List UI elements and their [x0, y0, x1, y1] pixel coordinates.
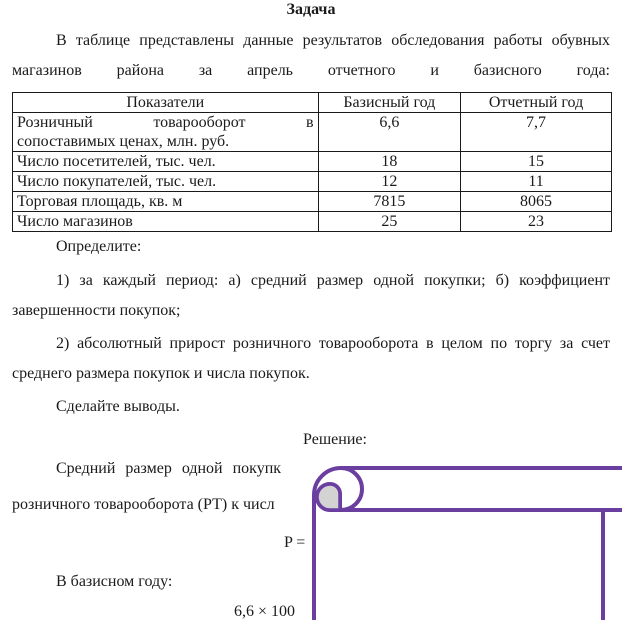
task-item-2: 2) абсолютный прирост розничного товарооборота в целом по торгу за счет среднего размера покупок и числа покупок. [12, 335, 610, 382]
row-base-value: 18 [318, 152, 460, 172]
table-row [13, 152, 612, 172]
task-heading: Задача [286, 1, 336, 18]
table-header-row [13, 93, 612, 113]
solution-heading: Решение: [303, 431, 367, 448]
base-year-label: В базисном году: [56, 573, 173, 590]
row-label: Торговая площадь, кв. м [13, 192, 319, 212]
row-report-value: 11 [461, 172, 612, 192]
row-base-value: 12 [318, 172, 460, 192]
row-label: Число покупателей, тыс. чел. [13, 172, 319, 192]
row-label: Число магазинов [13, 212, 319, 232]
data-table [12, 92, 612, 232]
determine-label: Определите: [56, 238, 142, 255]
calculation-start: 6,6 × 100 [234, 603, 296, 620]
column-header-indicator: Показатели [13, 93, 319, 113]
column-header-report-year: Отчетный год [461, 93, 612, 113]
formula-start: P = [284, 534, 306, 551]
intro-paragraph [12, 26, 610, 86]
row-report-value: 7,7 [461, 113, 612, 152]
row-label-line2: сопоставимых ценах, млн. руб. [17, 133, 230, 150]
table-row [13, 113, 612, 152]
conclusions-instruction: Сделайте выводы. [56, 398, 180, 415]
solution-paragraph [12, 454, 610, 520]
table-row [13, 192, 612, 212]
intro-text: В таблице представлены данные результатов обследования работы обувных магазинов района за апрель отчетного и базисного года: [12, 32, 610, 79]
table-row [13, 212, 612, 232]
solution-line-1: Средний размер одной покупк [56, 460, 282, 477]
row-label: Число посетителей, тыс. чел. [13, 152, 319, 172]
task-item-1: 1) за каждый период: а) средний размер одной покупки; б) коэффициент завершенности покупок; [12, 272, 610, 319]
row-base-value: 25 [318, 212, 460, 232]
row-base-value: 7815 [318, 192, 460, 212]
row-report-value: 15 [461, 152, 612, 172]
row-label-line1: Розничный товарооборот в [17, 114, 314, 131]
column-header-base-year: Базисный год [318, 93, 460, 113]
solution-line-2: розничного товарооборота (РТ) к числ [12, 496, 275, 513]
row-base-value: 6,6 [318, 113, 460, 152]
row-label [13, 113, 319, 152]
row-report-value: 8065 [461, 192, 612, 212]
row-report-value: 23 [461, 212, 612, 232]
table-row [13, 172, 612, 192]
